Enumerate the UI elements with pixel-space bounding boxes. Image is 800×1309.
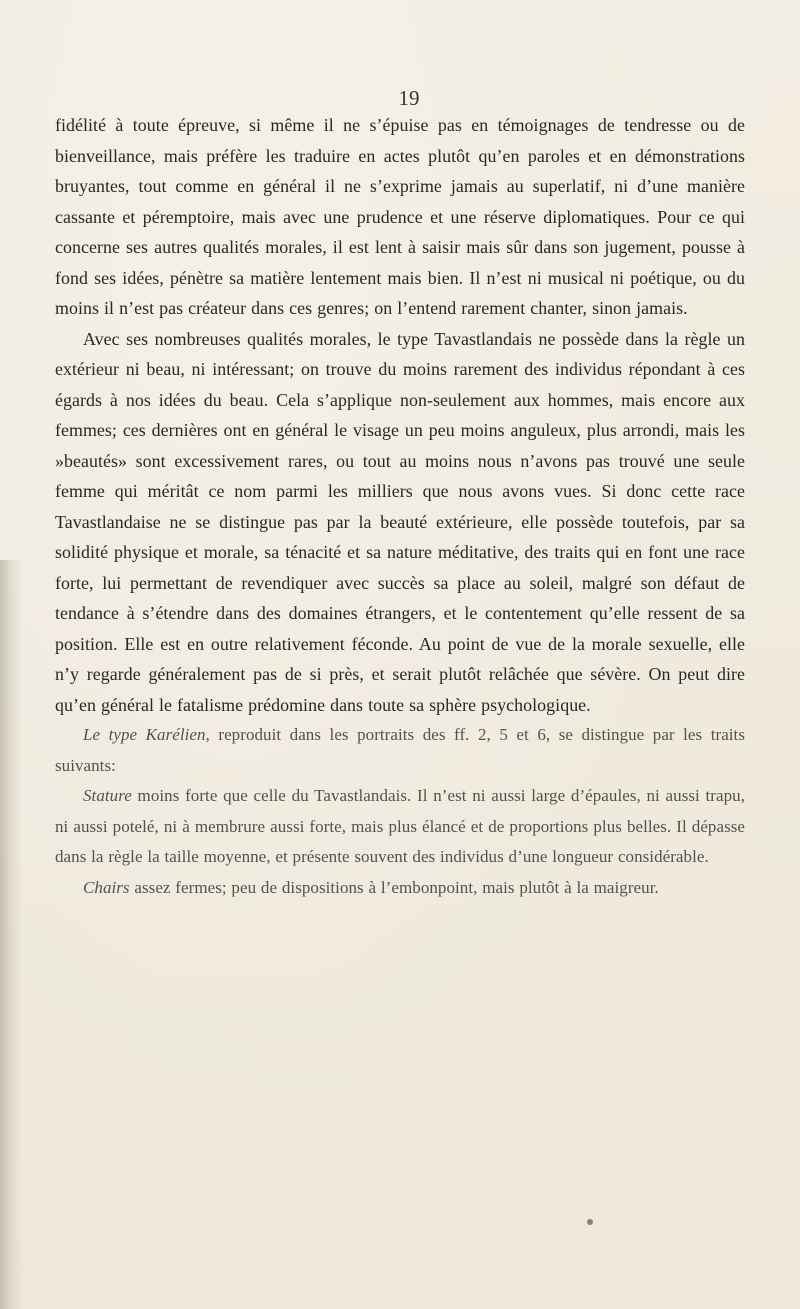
paragraph-1: fidélité à toute épreuve, si même il ne s’épuise pas en témoignages de tendresse ou de bienveillance, mais préfère les traduire en actes plutôt qu’en paroles et en démonstrations bruyantes, tout comme en général il ne s’exprime jamais au superlatif, ni d’une manière cassante et péremptoire, mais avec une prudence et une réserve diplomatiques. Pour ce qui concerne ses autres qualités morales, il est lent à saisir mais sûr dans son jugement, pousse à fond ses idées, pénètre sa matière lentement mais bien. Il n’est ni musical ni poétique, ou du moins il n’est pas créateur dans ces genres; on l’entend rarement chanter, sinon jamais. (55, 115, 745, 318)
body-text (55, 110, 745, 903)
chairs-text: assez fermes; peu de dispositions à l’embonpoint, mais plutôt à la maigreur. (129, 877, 659, 897)
page-number: 19 (398, 86, 420, 110)
karelien-text: reproduit dans les portraits des ff. 2, 5 et 6, se distingue par les traits suivants: (55, 725, 745, 775)
binding-shadow (0, 560, 22, 1309)
paragraph-stature (55, 781, 745, 873)
karelien-heading: Le type Karélien, (83, 725, 210, 744)
paragraph-type-karelien (55, 720, 745, 781)
paragraph-chairs (55, 873, 745, 904)
stature-heading: Stature (83, 786, 132, 805)
stature-text: moins forte que celle du Tavastlandais. Il n’est ni aussi large d’épaules, ni aussi trapu, ni aussi potelé, ni à membrure aussi forte, mais plus élancé et de proportions plus belles. Il dépasse dans la règle la taille moyenne, et présente souvent des individus d’une longueur considérable. (55, 786, 745, 866)
paragraph-2: Avec ses nombreuses qualités morales, le type Tavastlandais ne possède dans la règle un extérieur ni beau, ni intéressant; on trouve du moins rarement des individus répondant à ces égards à nos idées du beau. Cela s’applique non-seulement aux hommes, mais encore aux femmes; ces dernières ont en général le visage un peu moins anguleux, plus arrondi, mais les »beautés» sont excessivement rares, ou tout au moins nous n’avons pas trouvé une seule femme qui méritât ce nom parmi les milliers que nous avons vues. Si donc cette race Tavastlandaise ne se distingue pas par la beauté extérieure, elle possède toutefois, par sa solidité physique et morale, sa ténacité et sa nature méditative, des traits qui en font une race forte, lui permettant de revendiquer avec succès sa place au soleil, malgré son défaut de tendance à s’étendre dans des domaines étrangers, et le contentement qu’elle ressent de sa position. Elle est en outre relativement féconde. Au point de vue de la morale sexuelle, elle n’y regarde généralement pas de si près, et serait plutôt relâchée que sévère. On peut dire qu’en général le fatalisme prédomine dans toute sa sphère psychologique. (55, 328, 745, 715)
chairs-heading: Chairs (83, 877, 130, 897)
ink-spot (587, 1219, 593, 1225)
